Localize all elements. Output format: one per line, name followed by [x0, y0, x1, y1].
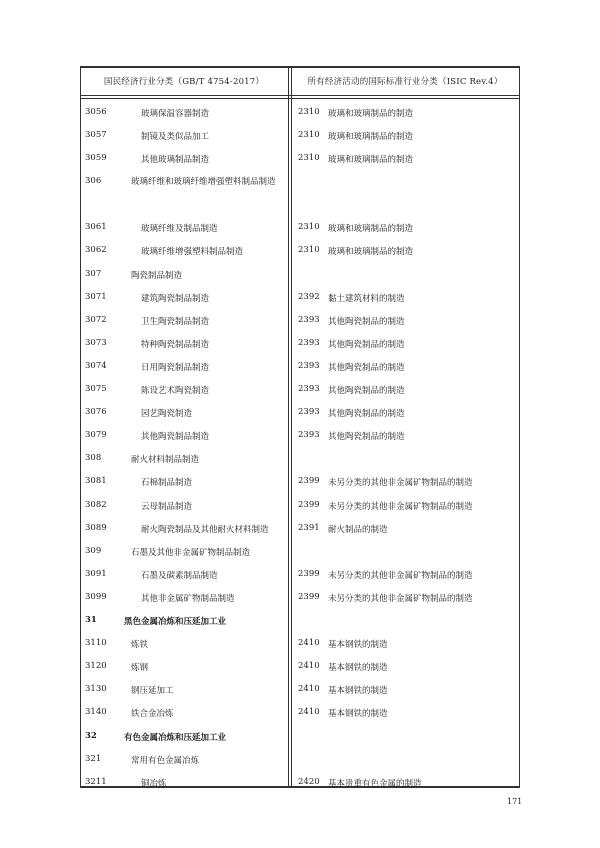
isic-code: 2391 [298, 522, 320, 533]
gbt-name: 常用有色金属冶炼 [131, 755, 200, 766]
table-row [80, 633, 520, 656]
gbt-code: 3075 [85, 384, 107, 394]
table-row [80, 495, 520, 518]
gbt-name: 石棉制品制造 [141, 478, 193, 489]
gbt-name: 石墨及碳素制品制造 [141, 570, 218, 581]
isic-code: 2393 [298, 407, 320, 418]
isic-name: 基本钢铁的制造 [328, 663, 388, 674]
gbt-name: 制镜及类似品加工 [141, 132, 210, 143]
gbt-name: 园艺陶瓷制造 [141, 409, 193, 420]
gbt-code: 3072 [85, 314, 107, 325]
gbt-code: 31 [85, 615, 97, 625]
gbt-name: 黑色金属冶炼和压延加工业 [124, 617, 227, 627]
isic-code: 2410 [298, 684, 320, 695]
isic-code: 2310 [298, 107, 320, 117]
gbt-code: 3076 [85, 407, 107, 418]
isic-code: 2392 [298, 291, 320, 302]
gbt-name: 玻璃纤维增强塑料制品制造 [141, 247, 244, 258]
table-row [80, 518, 520, 541]
isic-name: 未另分类的其他非金属矿物制品的制造 [328, 593, 473, 604]
gbt-code: 3079 [85, 430, 107, 441]
isic-code: 2393 [298, 314, 320, 325]
gbt-name: 铁合金冶炼 [131, 709, 174, 720]
gbt-code: 306 [85, 176, 102, 187]
gbt-code: 3099 [85, 591, 107, 602]
isic-code: 2420 [298, 776, 320, 787]
table-row [80, 541, 520, 564]
table-row [80, 287, 520, 310]
gbt-name: 其他非金属矿物制品制造 [141, 593, 235, 604]
table-row [80, 379, 520, 402]
gbt-name: 炼铁 [131, 640, 149, 651]
isic-name: 其他陶瓷制品的制造 [328, 362, 405, 373]
table-row [80, 679, 520, 702]
isic-code: 2310 [298, 130, 320, 141]
table-row [80, 240, 520, 263]
isic-code: 2393 [298, 337, 320, 348]
table-row [80, 264, 520, 287]
gbt-code: 307 [85, 268, 102, 279]
gbt-code: 3071 [85, 291, 107, 302]
table-row [80, 448, 520, 471]
table-row [80, 102, 520, 125]
table-row [80, 471, 520, 494]
gbt-name: 玻璃保温容器制造 [141, 109, 210, 119]
gbt-name: 耐火材料制品制造 [131, 455, 200, 466]
table-row [80, 356, 520, 379]
gbt-code: 3057 [85, 130, 107, 141]
gbt-code: 3140 [85, 707, 107, 718]
gbt-name: 炼钢 [131, 663, 149, 674]
isic-name: 基本钢铁的制造 [328, 709, 388, 720]
isic-name: 基本贵重有色金属的制造 [328, 778, 422, 789]
gbt-code: 3073 [85, 337, 107, 348]
gbt-code: 3059 [85, 153, 107, 164]
table-row [80, 171, 520, 215]
table-row [80, 749, 520, 772]
gbt-code: 3120 [85, 661, 107, 672]
table-row [80, 148, 520, 171]
table-row [80, 402, 520, 425]
isic-code: 2399 [298, 591, 320, 602]
gbt-code: 3110 [85, 638, 107, 649]
gbt-code: 3130 [85, 684, 107, 695]
gbt-name: 陶瓷制品制造 [131, 270, 183, 281]
gbt-code: 3081 [85, 476, 107, 487]
gbt-code: 3211 [85, 776, 107, 787]
gbt-code: 3082 [85, 499, 107, 510]
isic-code: 2410 [298, 661, 320, 672]
table-row [80, 125, 520, 148]
gbt-name: 玻璃纤维及制品制造 [141, 224, 218, 235]
isic-name: 黏土建筑材料的制造 [328, 293, 405, 304]
gbt-code: 3089 [85, 522, 107, 533]
isic-name: 未另分类的其他非金属矿物制品的制造 [328, 478, 473, 489]
table-row [80, 217, 520, 240]
gbt-name: 日用陶瓷制品制造 [141, 362, 210, 373]
isic-name: 其他陶瓷制品的制造 [328, 432, 405, 443]
isic-name: 玻璃和玻璃制品的制造 [328, 247, 414, 258]
gbt-code: 321 [85, 753, 102, 764]
gbt-name: 云母制品制造 [141, 501, 193, 512]
isic-code: 2393 [298, 360, 320, 371]
header-isic: 所有经济活动的国际标准行业分类（ISIC Rev.4） [307, 77, 503, 87]
gbt-name: 陈设艺术陶瓷制造 [141, 386, 210, 396]
isic-code: 2399 [298, 568, 320, 579]
gbt-name: 其他陶瓷制品制造 [141, 432, 210, 443]
table-row [80, 310, 520, 333]
table-row [80, 333, 520, 356]
gbt-name: 特种陶瓷制品制造 [141, 339, 210, 350]
table-row [80, 425, 520, 448]
gbt-name: 耐火陶瓷制品及其他耐火材料制造 [141, 524, 269, 535]
gbt-code: 3074 [85, 360, 107, 371]
isic-code: 2393 [298, 384, 320, 394]
gbt-name: 玻璃纤维和玻璃纤维增强塑料制品制造 [131, 177, 276, 188]
isic-name: 玻璃和玻璃制品的制造 [328, 224, 414, 235]
isic-code: 2310 [298, 153, 320, 164]
header-gbt: 国民经济行业分类（GB/T 4754-2017） [103, 77, 265, 87]
isic-name: 其他陶瓷制品的制造 [328, 339, 405, 350]
isic-name: 基本钢铁的制造 [328, 686, 388, 697]
table-row [80, 610, 520, 633]
gbt-code: 309 [85, 545, 102, 556]
gbt-code: 32 [85, 730, 97, 741]
gbt-name: 建筑陶瓷制品制造 [141, 293, 210, 304]
isic-code: 2310 [298, 222, 320, 233]
isic-code: 2399 [298, 476, 320, 487]
isic-code: 2410 [298, 707, 320, 718]
isic-name: 玻璃和玻璃制品的制造 [328, 132, 414, 143]
isic-code: 2399 [298, 499, 320, 510]
isic-name: 玻璃和玻璃制品的制造 [328, 109, 414, 119]
isic-name: 玻璃和玻璃制品的制造 [328, 155, 414, 166]
isic-name: 其他陶瓷制品的制造 [328, 386, 405, 396]
isic-name: 未另分类的其他非金属矿物制品的制造 [328, 501, 473, 512]
gbt-name: 铜冶炼 [141, 778, 167, 789]
table-row [80, 772, 520, 795]
gbt-code: 3061 [85, 222, 107, 233]
classification-table [80, 66, 520, 788]
header-divider-2 [80, 98, 520, 99]
isic-code: 2393 [298, 430, 320, 441]
isic-name: 基本钢铁的制造 [328, 640, 388, 651]
isic-name: 耐火制品的制造 [328, 524, 388, 535]
gbt-name: 钢压延加工 [131, 686, 174, 697]
isic-name: 其他陶瓷制品的制造 [328, 409, 405, 420]
table-row [80, 564, 520, 587]
table-row [80, 726, 520, 749]
gbt-code: 3091 [85, 568, 107, 579]
isic-code: 2310 [298, 245, 320, 256]
gbt-name: 其他玻璃制品制造 [141, 155, 210, 166]
isic-name: 未另分类的其他非金属矿物制品的制造 [328, 570, 473, 581]
page-number: 171 [507, 797, 523, 806]
table-row [80, 656, 520, 679]
table-row [80, 702, 520, 725]
gbt-name: 石墨及其他非金属矿物制品制造 [131, 547, 251, 558]
table-row [80, 587, 520, 610]
gbt-name: 有色金属冶炼和压延加工业 [124, 732, 227, 743]
isic-code: 2410 [298, 638, 320, 649]
gbt-name: 卫生陶瓷制品制造 [141, 316, 210, 327]
gbt-code: 308 [85, 453, 102, 464]
gbt-code: 3056 [85, 107, 107, 117]
isic-name: 其他陶瓷制品的制造 [328, 316, 405, 327]
gbt-code: 3062 [85, 245, 107, 256]
